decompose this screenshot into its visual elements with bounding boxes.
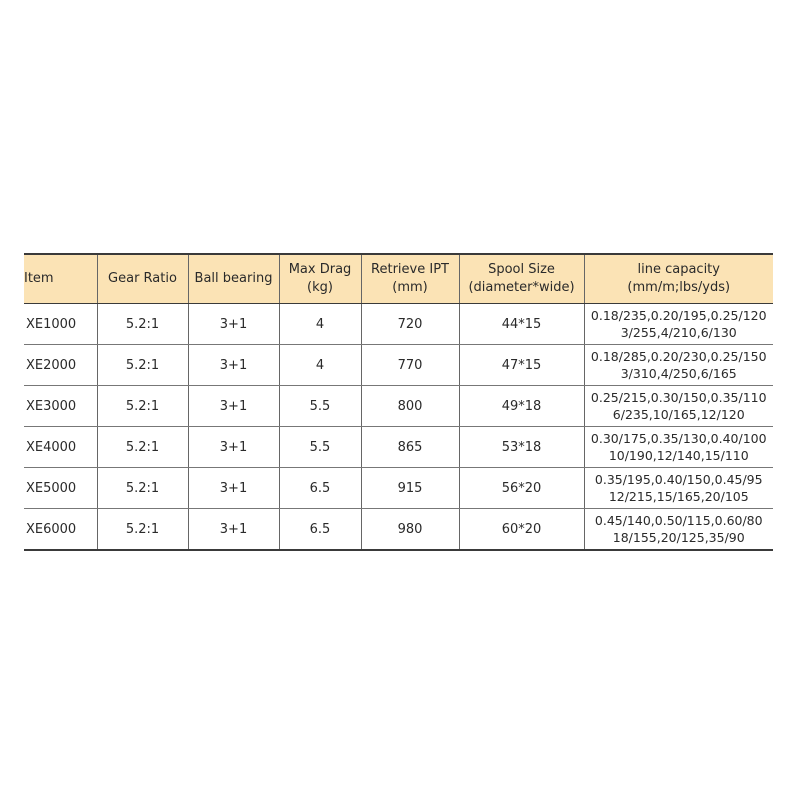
header-max-drag: Max Drag (kg) xyxy=(279,254,361,304)
spool-size-cell: 47*15 xyxy=(459,345,584,386)
line-capacity-cell: 0.25/215,0.30/150,0.35/110 6/235,10/165,12/120 xyxy=(584,386,773,427)
item-cell: XE1000 xyxy=(24,304,97,345)
header-item: Item xyxy=(24,254,97,304)
retrieve-cell: 800 xyxy=(361,386,459,427)
spool-size-cell: 53*18 xyxy=(459,427,584,468)
header-retrieve-ipt: Retrieve IPT (mm) xyxy=(361,254,459,304)
ball-bearing-cell: 3+1 xyxy=(188,386,279,427)
gear-ratio-cell: 5.2:1 xyxy=(97,468,188,509)
retrieve-cell: 720 xyxy=(361,304,459,345)
max-drag-cell: 4 xyxy=(279,345,361,386)
table-row xyxy=(24,509,773,551)
max-drag-cell: 6.5 xyxy=(279,468,361,509)
ball-bearing-cell: 3+1 xyxy=(188,304,279,345)
retrieve-cell: 980 xyxy=(361,509,459,551)
spool-size-cell: 60*20 xyxy=(459,509,584,551)
line-capacity-cell: 0.30/175,0.35/130,0.40/100 10/190,12/140,15/110 xyxy=(584,427,773,468)
spec-table xyxy=(24,253,773,551)
item-cell: XE2000 xyxy=(24,345,97,386)
item-cell: XE6000 xyxy=(24,509,97,551)
gear-ratio-cell: 5.2:1 xyxy=(97,386,188,427)
header-line-capacity: line capacity (mm/m;lbs/yds) xyxy=(584,254,773,304)
max-drag-cell: 6.5 xyxy=(279,509,361,551)
line-capacity-cell: 0.18/285,0.20/230,0.25/150 3/310,4/250,6/165 xyxy=(584,345,773,386)
header-spool-size: Spool Size (diameter*wide) xyxy=(459,254,584,304)
ball-bearing-cell: 3+1 xyxy=(188,509,279,551)
gear-ratio-cell: 5.2:1 xyxy=(97,427,188,468)
retrieve-cell: 865 xyxy=(361,427,459,468)
table-row xyxy=(24,468,773,509)
header-row xyxy=(24,254,773,304)
gear-ratio-cell: 5.2:1 xyxy=(97,304,188,345)
header-gear-ratio: Gear Ratio xyxy=(97,254,188,304)
item-cell: XE4000 xyxy=(24,427,97,468)
item-cell: XE3000 xyxy=(24,386,97,427)
spool-size-cell: 44*15 xyxy=(459,304,584,345)
max-drag-cell: 5.5 xyxy=(279,427,361,468)
gear-ratio-cell: 5.2:1 xyxy=(97,509,188,551)
line-capacity-cell: 0.18/235,0.20/195,0.25/120 3/255,4/210,6/130 xyxy=(584,304,773,345)
ball-bearing-cell: 3+1 xyxy=(188,468,279,509)
ball-bearing-cell: 3+1 xyxy=(188,345,279,386)
line-capacity-cell: 0.45/140,0.50/115,0.60/80 18/155,20/125,35/90 xyxy=(584,509,773,551)
line-capacity-cell: 0.35/195,0.40/150,0.45/95 12/215,15/165,20/105 xyxy=(584,468,773,509)
table-row xyxy=(24,304,773,345)
table-row xyxy=(24,386,773,427)
ball-bearing-cell: 3+1 xyxy=(188,427,279,468)
spool-size-cell: 56*20 xyxy=(459,468,584,509)
table-row xyxy=(24,345,773,386)
retrieve-cell: 770 xyxy=(361,345,459,386)
header-ball-bearing: Ball bearing xyxy=(188,254,279,304)
table-row xyxy=(24,427,773,468)
retrieve-cell: 915 xyxy=(361,468,459,509)
gear-ratio-cell: 5.2:1 xyxy=(97,345,188,386)
item-cell: XE5000 xyxy=(24,468,97,509)
max-drag-cell: 4 xyxy=(279,304,361,345)
spool-size-cell: 49*18 xyxy=(459,386,584,427)
max-drag-cell: 5.5 xyxy=(279,386,361,427)
